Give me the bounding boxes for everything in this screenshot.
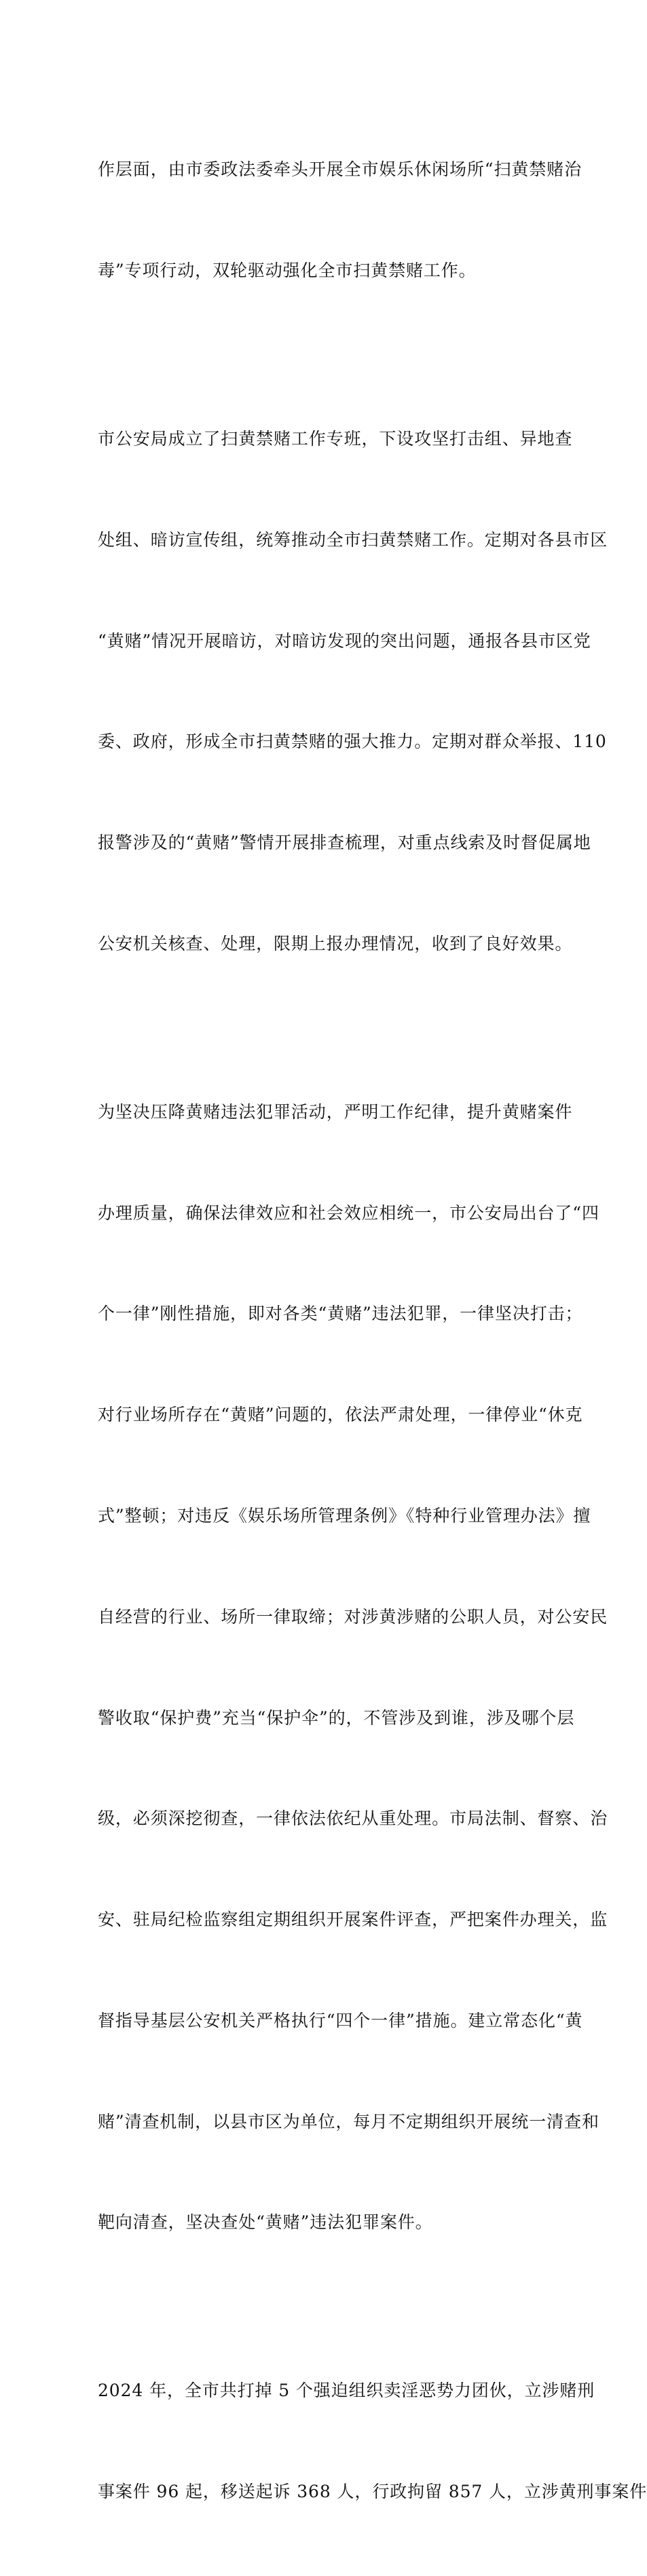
text-line: 市公安局成立了扫黄禁赌工作专班，下设攻坚打击组、异地查 (98, 428, 573, 449)
text-line: 毒”专项行动，双轮驱动强化全市扫黄禁赌工作。 (98, 260, 477, 280)
text-line: 靶向清查，坚决查处“黄赌”违法犯罪案件。 (98, 2212, 433, 2233)
paragraph-3 (98, 1028, 608, 2307)
text-line: 处组、暗访宣传组，统筹推动全市扫黄禁赌工作。定期对各县市区 (98, 529, 608, 550)
text-line: 式”整顿；对违反《娱乐场所管理条例》《特种行业管理办法》擅 (98, 1505, 591, 1526)
paragraph-1 (98, 86, 582, 355)
text-line: 报警涉及的“黄赌”警情开展排查梳理，对重点线索及时督促属地 (98, 833, 591, 853)
text-line: 级，必须深挖彻查，一律依法依纪从重处理。市局法制、督察、治 (98, 1808, 608, 1829)
text-line: 安、驻局纪检监察组定期组织开展案件评查，严把案件办理关，监 (98, 1910, 608, 1930)
text-line: 自经营的行业、场所一律取缔；对涉黄涉赌的公职人员，对公安民 (98, 1606, 608, 1627)
text-line: 事案件 96 起，移送起诉 368 人，行政拘留 857 人，立涉黄刑事案件 (98, 2482, 647, 2502)
document-body (98, 86, 647, 2576)
paragraph-4 (98, 2307, 647, 2576)
text-line: 作层面，由市委政法委牵头开展全市娱乐休闲场所“扫黄禁赌治 (98, 159, 582, 180)
text-line: 对行业场所存在“黄赌”问题的，依法严肃处理，一律停业“休克 (98, 1405, 583, 1425)
text-line: 为坚决压降黄赌违法犯罪活动，严明工作纪律，提升黄赌案件 (98, 1101, 573, 1122)
paragraph-2 (98, 355, 608, 1028)
text-line: 个一律”刚性措施，即对各类“黄赌”违法犯罪，一律坚决打击； (98, 1304, 583, 1324)
text-line: 委、政府，形成全市扫黄禁赌的强大推力。定期对群众举报、110 (98, 732, 607, 752)
text-line: 办理质量，确保法律效应和社会效应相统一，市公安局出台了“四 (98, 1202, 599, 1223)
text-line: 警收取“保护费”充当“保护伞”的，不管涉及到谁，涉及哪个层 (98, 1707, 575, 1728)
text-line: 公安机关核查、处理，限期上报办理情况，收到了良好效果。 (98, 933, 573, 953)
text-line: 赌”清查机制，以县市区为单位，每月不定期组织开展统一清查和 (98, 2111, 599, 2132)
text-line: “黄赌”情况开展暗访，对暗访发现的突出问题，通报各县市区党 (98, 630, 591, 651)
text-line: 督指导基层公安机关严格执行“四个一律”措施。建立常态化“黄 (98, 2010, 583, 2030)
text-line: 2024 年，全市共打掉 5 个强迫组织卖淫恶势力团伙，立涉赌刑 (98, 2381, 595, 2401)
